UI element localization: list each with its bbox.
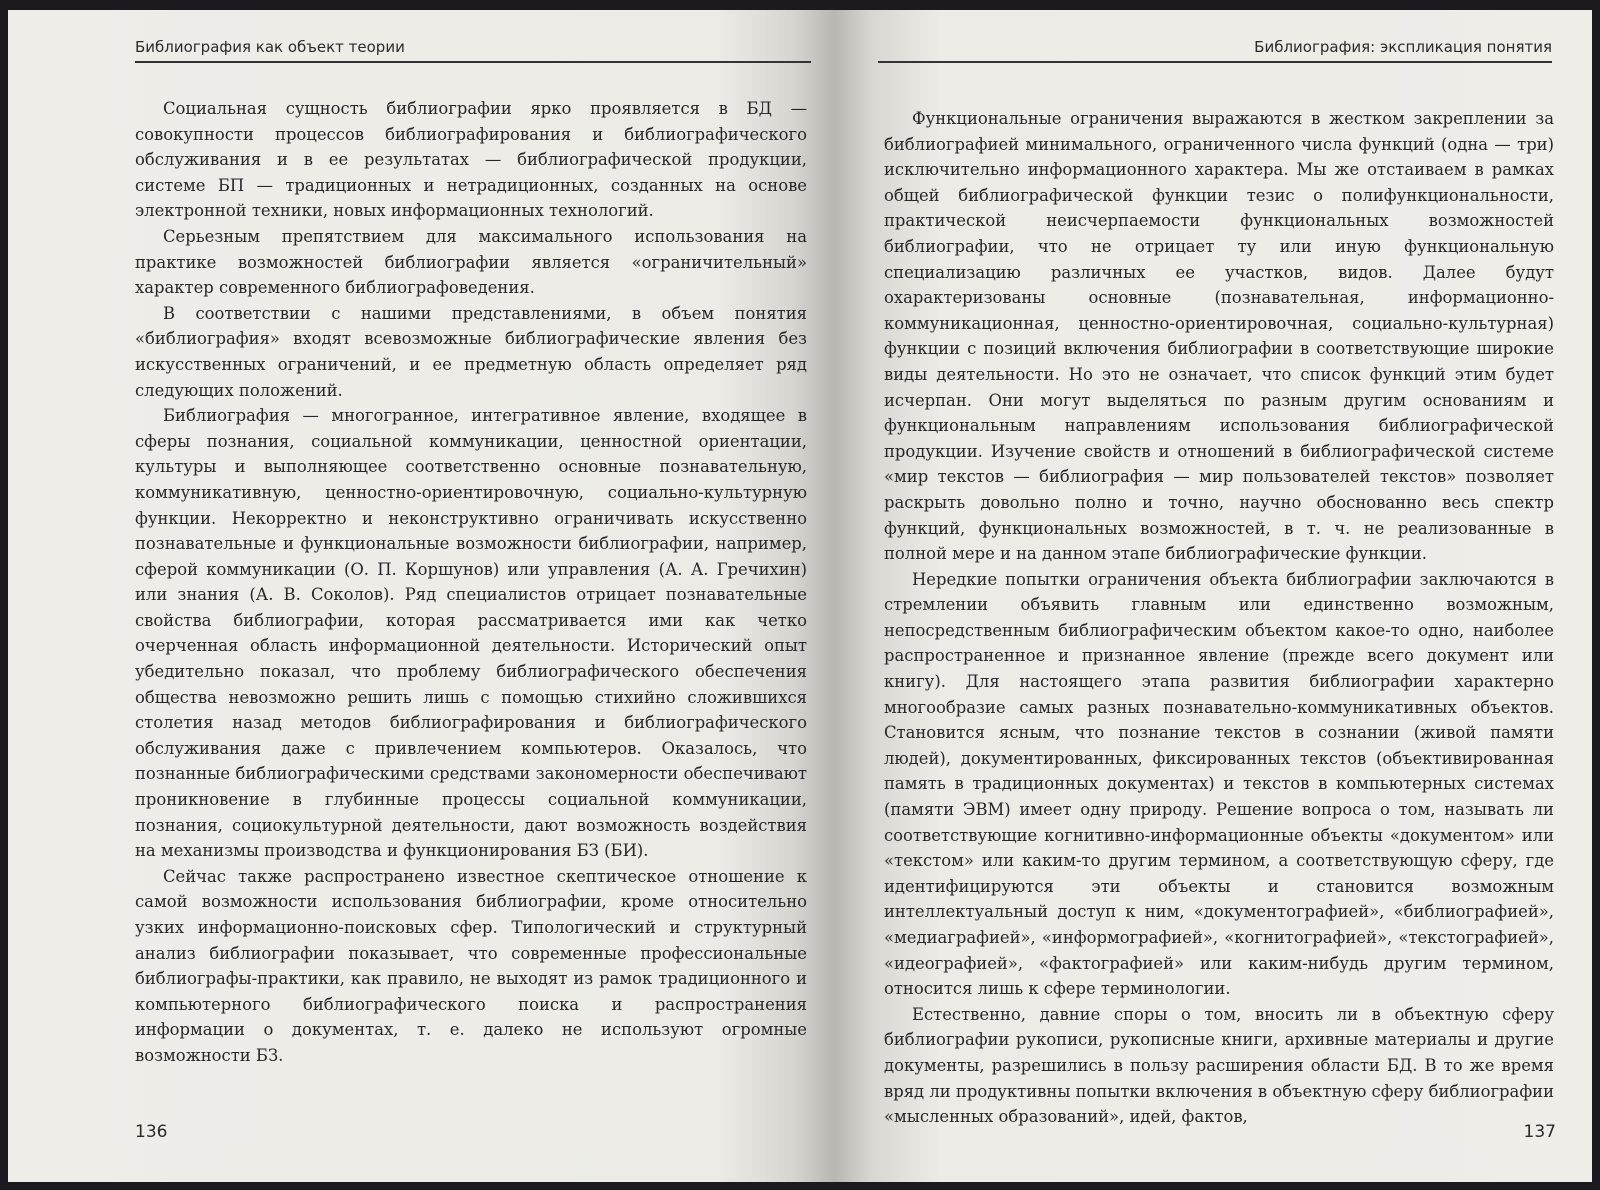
right-page-text [884,106,1554,1130]
paragraph: Функциональные ограничения выражаются в жестком закреплении за библиографией минимального, ограниченного числа функций (одна — три) исключительно информационного характера. Мы же отстаиваем в рамках общей библиографической функции тезис о полифункциональности, практической неисчерпаемости функциональных возможностей библиографии, что не отрицает ту или иную функциональную специализацию различных ее участков, видов. Далее будут охарактеризованы основные (познавательная, информационно-коммуникационная, ценностно-ориентировочная, социально-культурная) функции с позиций включения библиографии в соответствующие широкие виды деятельности. Но это не означает, что список функций этим будет исчерпан. Они могут выделяться по разным другим основаниям и функциональным направлениям использования библиографической продукции. Изучение свойств и отношений в библиографической системе «мир текстов — библиография — мир пользователей текстов» позволяет раскрыть довольно полно и точно, научно обоснованно весь спектр функций, функциональных возможностей, в т. ч. не реализованные в полной мере и на данном этапе библиографические функции. [884,109,1554,564]
paragraph: Нередкие попытки ограничения объекта библиографии заключаются в стремлении объявить главным или единственно возможным, непосредственным библиографическим объектом какое-то одно, наиболее распространенное и признанное явление (прежде всего документ или книгу). Для настоящего этапа развития библиографии характерно многообразие самых разных познавательно-коммуникативных объектов. Становится ясным, что познание текстов в сознании (живой памяти людей), документированных, фиксированных текстов (объективированная память в традиционных документах) и текстов в компьютерных системах (памяти ЭВМ) имеет одну природу. Решение вопроса о том, называть ли соответствующие когнитивно-информационные объекты «документом» или «текстом» или каким-то другим термином, а соответствующую сферу, где идентифицируются эти объекты и становится возможным интеллектуальный доступ к ним, «документографией», «библиографией», «медиаграфией», «информографией», «когнитографией», «текстографией», «идеографией», «фактографией» или каким-нибудь другим термином, относится лишь к сфере терминологии. [884,569,1554,999]
running-head-right: Библиография: экспликация понятия [878,38,1552,63]
page-number-right: 137 [1523,1122,1556,1142]
running-head-left: Библиография как объект теории [135,38,811,63]
paragraph: Сейчас также распространено известное скептическое отношение к самой возможности использования библиографии, кроме относительно узких информационно-поисковых сфер. Типологический и структурный анализ библиографии показывает, что современные профессиональные библиографы-практики, как правило, не выходят из рамок традиционного и компьютерного библиографического поиска и распространения информации о документах, т. е. далеко не используют огромные возможности БЗ. [135,866,807,1065]
paragraph: В соответствии с нашими представлениями, в объем понятия «библиография» входят всевозможные библиографические явления без искусственных ограничений, и ее предметную область определяет ряд следующих положений. [135,303,807,400]
paragraph: Серьезным препятствием для максимального использования на практике возможностей библиографии является «ограничительный» характер современного библиографоведения. [135,226,807,298]
paragraph: Социальная сущность библиографии ярко проявляется в БД — совокупности процессов библиографирования и библиографического обслуживания и в ее результатах — библиографической продукции, системе БП — традиционных и нетрадиционных, созданных на основе электронной техники, новых информационных технологий. [135,99,807,221]
left-page-text [135,96,807,1069]
paragraph: Библиография — многогранное, интегративное явление, входящее в сферы познания, социальной коммуникации, ценностной ориентации, культуры и выполняющее соответственно основные познавательную, коммуникативную, ценностно-ориентировочную, социально-культурную функции. Некорректно и неконструктивно ограничивать искусственно познавательные и функциональные возможности библиографии, например, сферой коммуникации (О. П. Коршунов) или управления (А. А. Гречихин) или знания (А. В. Соколов). Ряд специалистов отрицает познавательные свойства библиографии, которая рассматривается ими как четко очерченная область информационной деятельности. Исторический опыт убедительно показал, что проблему библиографического обеспечения общества невозможно решить лишь с помощью стихийно сложившихся столетия назад методов библиографирования и библиографического обслуживания даже с привлечением компьютеров. Оказалось, что познанные библиографическими средствами закономерности обеспечивают проникновение в глубинные процессы социальной коммуникации, познания, социокультурной деятельности, дают возможность воздействия на механизмы производства и функционирования БЗ (БИ). [135,406,807,861]
left-page [8,10,834,1182]
paragraph: Естественно, давние споры о том, вносить ли в объектную сферу библиографии рукописи, рукописные книги, архивные материалы и другие документы, разрешились в пользу расширения области БД. В то же время вряд ли продуктивны попытки включения в объектную сферу библиографии «мысленных образований», идей, фактов, [884,1004,1554,1127]
right-page [834,10,1592,1182]
page-number-left: 136 [135,1122,168,1142]
